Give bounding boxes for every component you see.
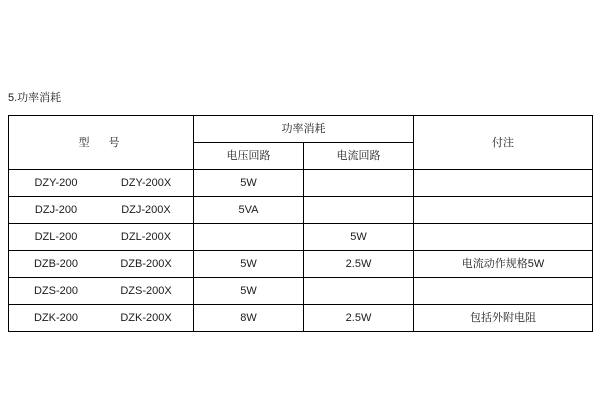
table-header xyxy=(9,116,593,170)
model-code-variant: DZK-200X xyxy=(120,312,172,324)
power-consumption-table xyxy=(8,115,593,332)
cell-voltage: 5W xyxy=(194,278,304,305)
cell-model xyxy=(9,170,194,197)
cell-voltage: 5W xyxy=(194,170,304,197)
model-code-primary: DZB-200 xyxy=(33,258,79,270)
table-row xyxy=(9,251,593,278)
cell-model xyxy=(9,305,194,332)
cell-model xyxy=(9,197,194,224)
table-row xyxy=(9,278,593,305)
cell-model xyxy=(9,251,194,278)
cell-remark xyxy=(414,170,593,197)
cell-voltage: 5VA xyxy=(194,197,304,224)
page-title: 5.功率消耗 xyxy=(8,92,62,104)
cell-remark xyxy=(414,278,593,305)
model-code-variant: DZB-200X xyxy=(120,258,172,270)
column-header-voltage-circuit: 电压回路 xyxy=(194,143,304,170)
model-code-primary: DZJ-200 xyxy=(34,204,78,216)
column-header-group-power: 功率消耗 xyxy=(194,116,414,143)
column-header-model: 型 号 xyxy=(9,116,194,170)
cell-current xyxy=(304,170,414,197)
column-header-remark: 付注 xyxy=(414,116,593,170)
cell-voltage: 8W xyxy=(194,305,304,332)
table-row xyxy=(9,224,593,251)
model-code-variant: DZY-200X xyxy=(120,177,172,189)
model-code-primary: DZK-200 xyxy=(33,312,79,324)
table-row xyxy=(9,197,593,224)
model-code-variant: DZJ-200X xyxy=(121,204,171,216)
table-row xyxy=(9,305,593,332)
table-body xyxy=(9,170,593,332)
cell-current: 2.5W xyxy=(304,305,414,332)
cell-current: 5W xyxy=(304,224,414,251)
model-code-variant: DZL-200X xyxy=(120,231,172,243)
cell-current: 2.5W xyxy=(304,251,414,278)
model-code-primary: DZL-200 xyxy=(34,231,78,243)
cell-current xyxy=(304,197,414,224)
cell-remark: 包括外附电阻 xyxy=(414,305,593,332)
table-header-row-1 xyxy=(9,116,593,143)
cell-model xyxy=(9,224,194,251)
column-header-current-circuit: 电流回路 xyxy=(304,143,414,170)
cell-remark: 电流动作规格5W xyxy=(414,251,593,278)
model-code-variant: DZS-200X xyxy=(120,285,172,297)
cell-model xyxy=(9,278,194,305)
table-row xyxy=(9,170,593,197)
cell-voltage: 5W xyxy=(194,251,304,278)
cell-remark xyxy=(414,197,593,224)
power-consumption-table-wrapper xyxy=(8,115,592,332)
cell-remark xyxy=(414,224,593,251)
model-code-primary: DZY-200 xyxy=(34,177,78,189)
cell-voltage xyxy=(194,224,304,251)
model-code-primary: DZS-200 xyxy=(33,285,79,297)
cell-current xyxy=(304,278,414,305)
